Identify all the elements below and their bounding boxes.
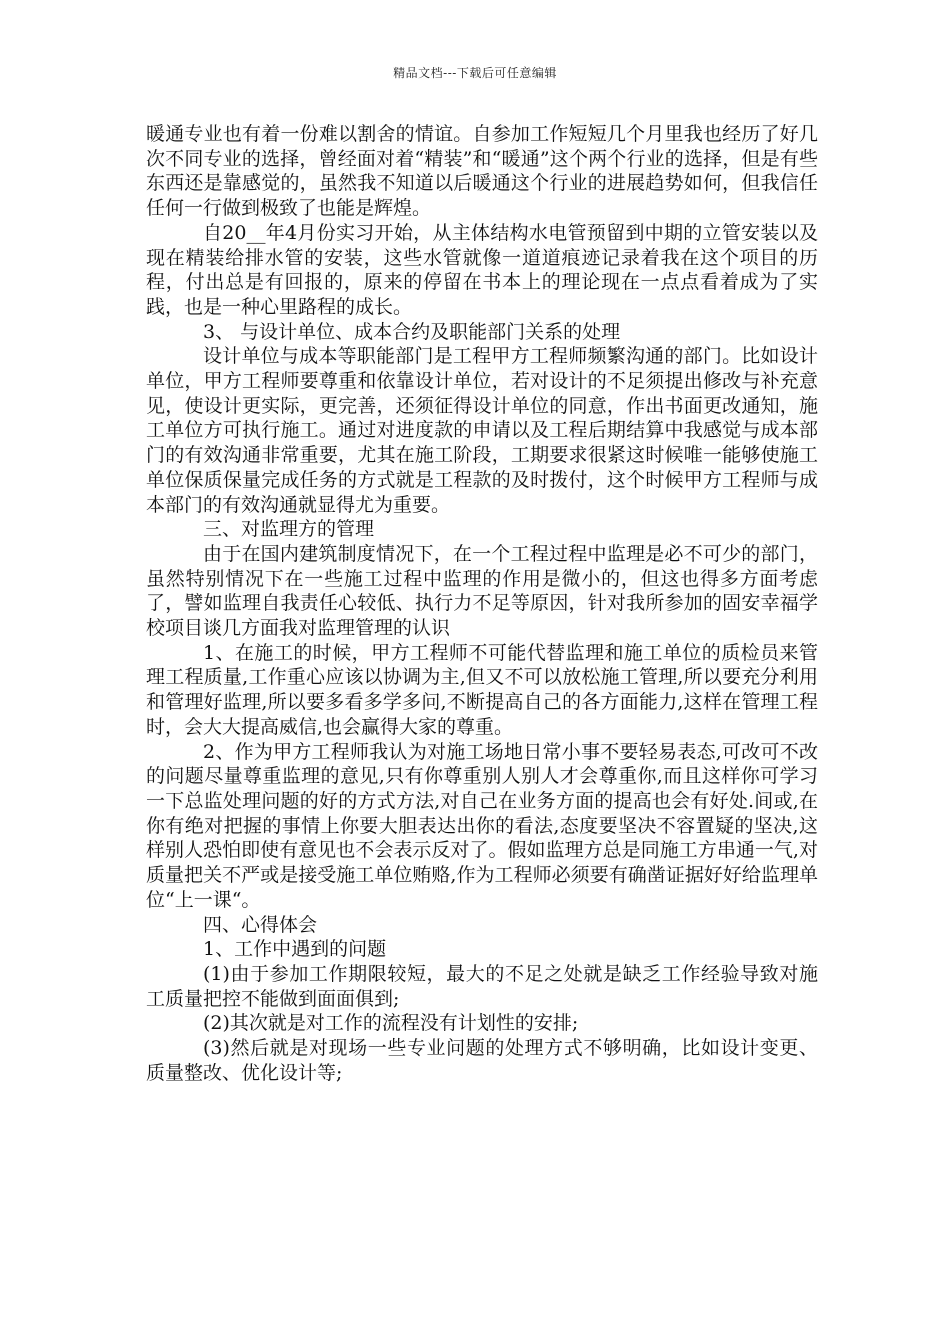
section-heading: 3、 与设计单位、成本合约及职能部门关系的处理	[203, 320, 621, 343]
page-header: 精品文档---下载后可任意编辑	[393, 66, 557, 80]
document-body	[146, 122, 818, 1085]
paragraph: 暖通专业也有着一份难以割舍的情谊。自参加工作短短几个月里我也经历了好几次不同专业的选择，曾经面对着“精装”和“暖通”这个两个行业的选择，但是有些东西还是靠感觉的，虽然我不知道以后暖通这个行业的进展趋势如何，但我信任任何一行做到极致了也能是辉煌。	[146, 123, 818, 220]
list-item: 2、作为甲方工程师我认为对施工场地日常小事不要轻易表态,可改可不改的问题尽量尊重监理的意见,只有你尊重别人别人才会尊重你,而且这样你可学习一下总监处理问题的好的方式方法,对自己在业务方面的提高也会有好处.间或,在你有绝对把握的事情上你要大胆表达出你的看法,态度要坚决不容置疑的坚决,这样别人恐怕即使有意见也不会表示反对了。假如监理方总是同施工方串通一气,对质量把关不严或是接受施工单位贿赂,作为工程师必须要有确凿证据好好给监理单位“上一课“。	[146, 740, 818, 911]
paragraph: 由于在国内建筑制度情况下，在一个工程过程中监理是必不可少的部门，虽然特别情况下在一些施工过程中监理的作用是微小的，但这也得多方面考虑了，譬如监理自我责任心较低、执行力不足等原因，针对我所参加的固安幸福学校项目谈几方面我对监理管理的认识	[146, 542, 818, 640]
paragraph: 自20__年4月份实习开始，从主体结构水电管预留到中期的立管安装以及现在精装给排水管的安装，这些水管就像一道道痕迹记录着我在这个项目的历程，付出总是有回报的，原来的停留在书本上的理论现在一点点看着成为了实践，也是一种心里路程的成长。	[146, 221, 818, 318]
paragraph: 设计单位与成本等职能部门是工程甲方工程师频繁沟通的部门。比如设计单位，甲方工程师要尊重和依靠设计单位，若对设计的不足须提出修改与补充意见，使设计更实际，更完善，还须征得设计单位的同意，作出书面更改通知，施工单位方可执行施工。通过对进度款的申请以及工程后期结算中我感觉与成本部门的有效沟通非常重要，尤其在施工阶段，工期要求很紧这时候唯一能够使施工单位保质保量完成任务的方式就是工程款的及时拨付，这个时候甲方工程师与成本部门的有效沟通就显得尤为重要。	[146, 345, 818, 516]
section-heading: 四、心得体会	[203, 913, 318, 936]
list-item: 1、在施工的时候，甲方工程师不可能代替监理和施工单位的质检员来管理工程质量,工作重心应该以协调为主,但又不可以放松施工管理,所以要充分利用和管理好监理,所以要多看多学多问,不断提高自己的各方面能力,这样在管理工程时，会大大提高威信,也会赢得大家的尊重。	[146, 641, 818, 738]
list-item: (3)然后就是对现场一些专业问题的处理方式不够明确，比如设计变更、质量整改、优化设计等;	[146, 1037, 818, 1084]
list-item: (1)由于参加工作期限较短，最大的不足之处就是缺乏工作经验导致对施工质量把控不能做到面面俱到;	[146, 962, 818, 1010]
list-item: (2)其次就是对工作的流程没有计划性的安排;	[203, 1012, 579, 1035]
subsection-heading: 1、工作中遇到的问题	[203, 938, 387, 961]
section-heading: 三、对监理方的管理	[203, 518, 375, 541]
